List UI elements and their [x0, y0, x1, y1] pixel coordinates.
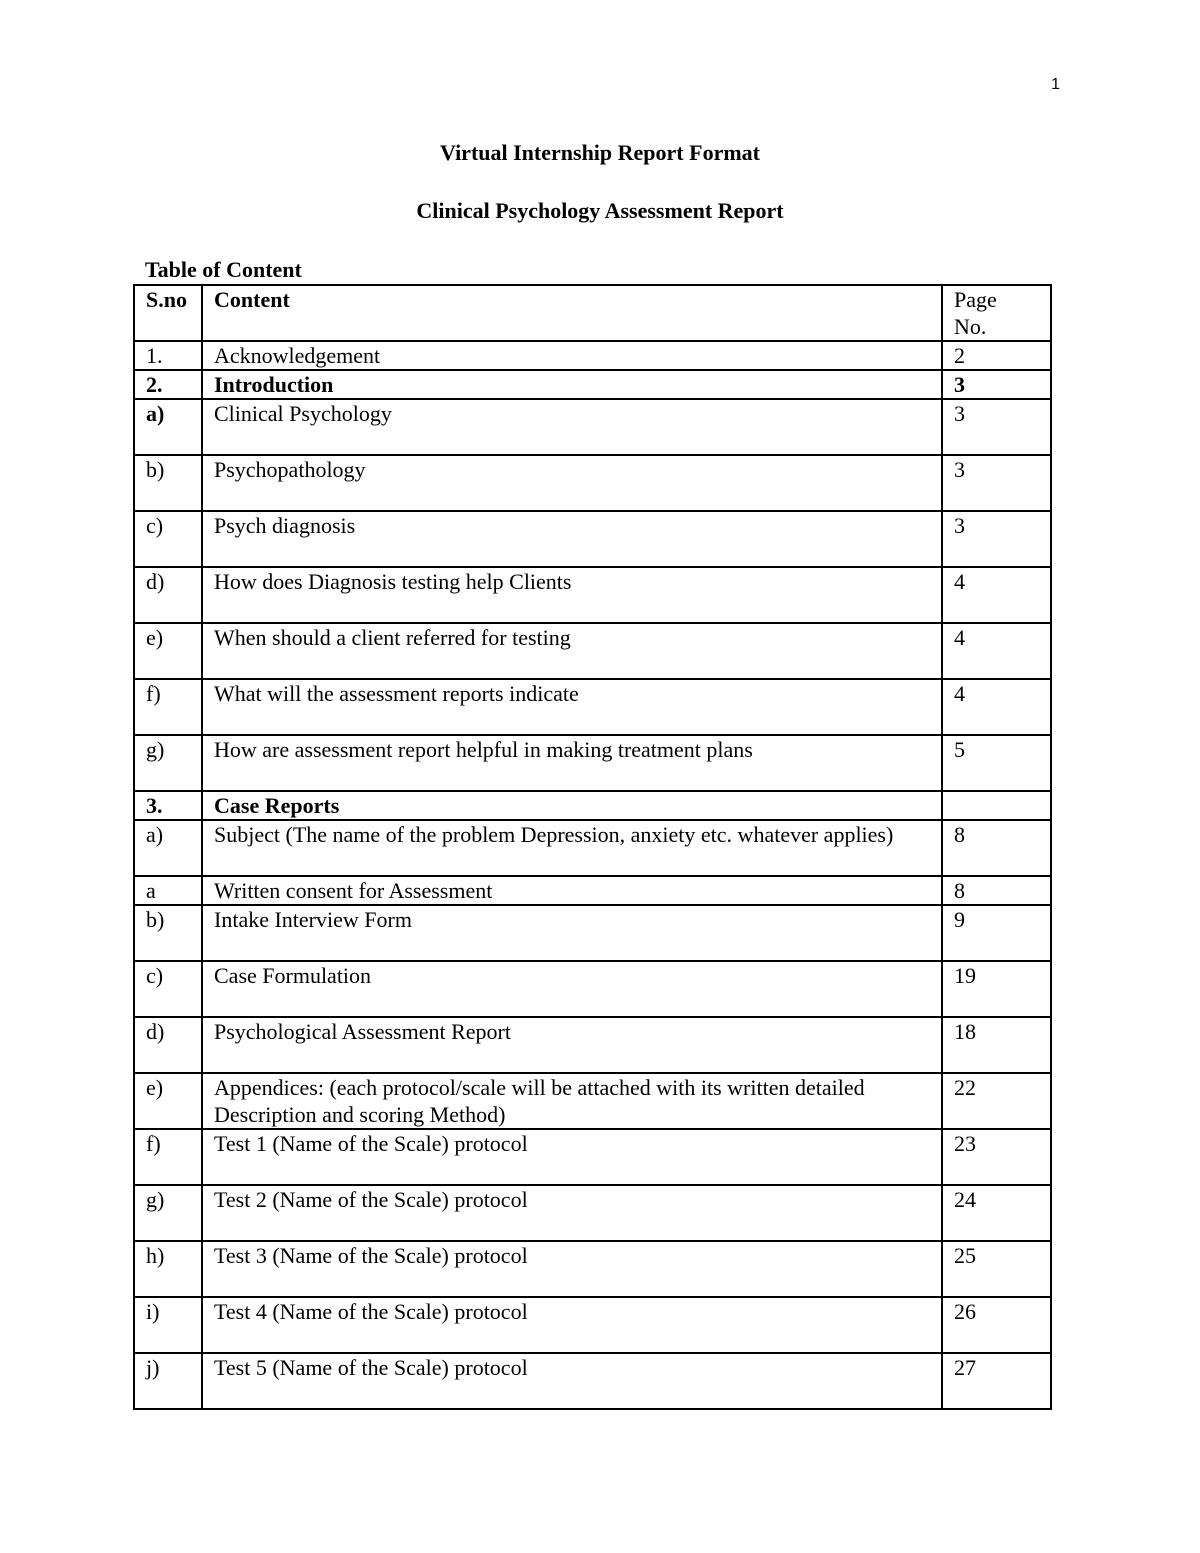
table-row	[134, 1241, 1051, 1297]
row-content: Written consent for Assessment	[202, 876, 942, 905]
row-page-number: 2	[942, 341, 1051, 370]
row-content: Psychological Assessment Report	[202, 1017, 942, 1073]
table-row	[134, 961, 1051, 1017]
row-content: Clinical Psychology	[202, 399, 942, 455]
row-sno: 3.	[134, 791, 202, 820]
table-row	[134, 1297, 1051, 1353]
row-page-number: 26	[942, 1297, 1051, 1353]
table-row	[134, 876, 1051, 905]
row-page-number: 4	[942, 567, 1051, 623]
row-page-number: 3	[942, 399, 1051, 455]
row-content: Test 5 (Name of the Scale) protocol	[202, 1353, 942, 1409]
table-row	[134, 1353, 1051, 1409]
row-page-number: 8	[942, 820, 1051, 876]
row-page-number: 24	[942, 1185, 1051, 1241]
row-sno: c)	[134, 511, 202, 567]
table-row	[134, 623, 1051, 679]
table-row	[134, 1017, 1051, 1073]
table-row	[134, 370, 1051, 399]
table-row	[134, 820, 1051, 876]
row-sno: a)	[134, 399, 202, 455]
table-row	[134, 567, 1051, 623]
row-sno: b)	[134, 905, 202, 961]
row-page-number: 22	[942, 1073, 1051, 1129]
row-sno: 2.	[134, 370, 202, 399]
row-page-number: 3	[942, 455, 1051, 511]
row-content: Intake Interview Form	[202, 905, 942, 961]
row-page-number: 3	[942, 511, 1051, 567]
table-row	[134, 511, 1051, 567]
row-content: Test 2 (Name of the Scale) protocol	[202, 1185, 942, 1241]
row-page-number: 18	[942, 1017, 1051, 1073]
row-sno: d)	[134, 1017, 202, 1073]
table-row	[134, 341, 1051, 370]
row-content: Case Formulation	[202, 961, 942, 1017]
row-page-number: 19	[942, 961, 1051, 1017]
row-page-number: 27	[942, 1353, 1051, 1409]
row-content: Acknowledgement	[202, 341, 942, 370]
row-sno: a)	[134, 820, 202, 876]
table-row	[134, 455, 1051, 511]
row-page-number	[942, 791, 1051, 820]
row-page-number: 23	[942, 1129, 1051, 1185]
row-content: How are assessment report helpful in making treatment plans	[202, 735, 942, 791]
row-sno: f)	[134, 1129, 202, 1185]
toc-header-row	[134, 285, 1051, 341]
row-page-number: 4	[942, 679, 1051, 735]
row-sno: f)	[134, 679, 202, 735]
table-row	[134, 905, 1051, 961]
header-content: Content	[202, 285, 942, 341]
row-page-number: 3	[942, 370, 1051, 399]
table-row	[134, 679, 1051, 735]
table-row	[134, 1129, 1051, 1185]
table-row	[134, 1073, 1051, 1129]
row-sno: b)	[134, 455, 202, 511]
table-row	[134, 399, 1051, 455]
row-content: Appendices: (each protocol/scale will be attached with its written detailed Description and scoring Method)	[202, 1073, 942, 1129]
row-content: What will the assessment reports indicate	[202, 679, 942, 735]
row-sno: e)	[134, 1073, 202, 1129]
row-sno: 1.	[134, 341, 202, 370]
row-content: Test 1 (Name of the Scale) protocol	[202, 1129, 942, 1185]
row-content: Test 4 (Name of the Scale) protocol	[202, 1297, 942, 1353]
row-content: Psych diagnosis	[202, 511, 942, 567]
row-sno: a	[134, 876, 202, 905]
row-content: Case Reports	[202, 791, 942, 820]
row-page-number: 5	[942, 735, 1051, 791]
row-sno: i)	[134, 1297, 202, 1353]
toc-heading: Table of Content	[145, 257, 302, 282]
page-number: 1	[1051, 76, 1060, 93]
row-sno: j)	[134, 1353, 202, 1409]
row-sno: c)	[134, 961, 202, 1017]
row-page-number: 8	[942, 876, 1051, 905]
row-page-number: 9	[942, 905, 1051, 961]
table-row	[134, 735, 1051, 791]
header-sno: S.no	[134, 285, 202, 341]
header-page: Page No.	[942, 285, 1051, 341]
row-content: Subject (The name of the problem Depression, anxiety etc. whatever applies)	[202, 820, 942, 876]
row-sno: g)	[134, 735, 202, 791]
row-content: Introduction	[202, 370, 942, 399]
row-content: Psychopathology	[202, 455, 942, 511]
row-sno: g)	[134, 1185, 202, 1241]
document-subtitle: Clinical Psychology Assessment Report	[416, 198, 784, 223]
toc-body	[134, 341, 1051, 1409]
row-content: When should a client referred for testing	[202, 623, 942, 679]
row-page-number: 4	[942, 623, 1051, 679]
row-content: How does Diagnosis testing help Clients	[202, 567, 942, 623]
document-title: Virtual Internship Report Format	[440, 140, 760, 165]
row-sno: d)	[134, 567, 202, 623]
row-sno: e)	[134, 623, 202, 679]
table-row	[134, 791, 1051, 820]
row-content: Test 3 (Name of the Scale) protocol	[202, 1241, 942, 1297]
row-sno: h)	[134, 1241, 202, 1297]
table-of-contents	[133, 284, 1052, 1410]
table-row	[134, 1185, 1051, 1241]
row-page-number: 25	[942, 1241, 1051, 1297]
